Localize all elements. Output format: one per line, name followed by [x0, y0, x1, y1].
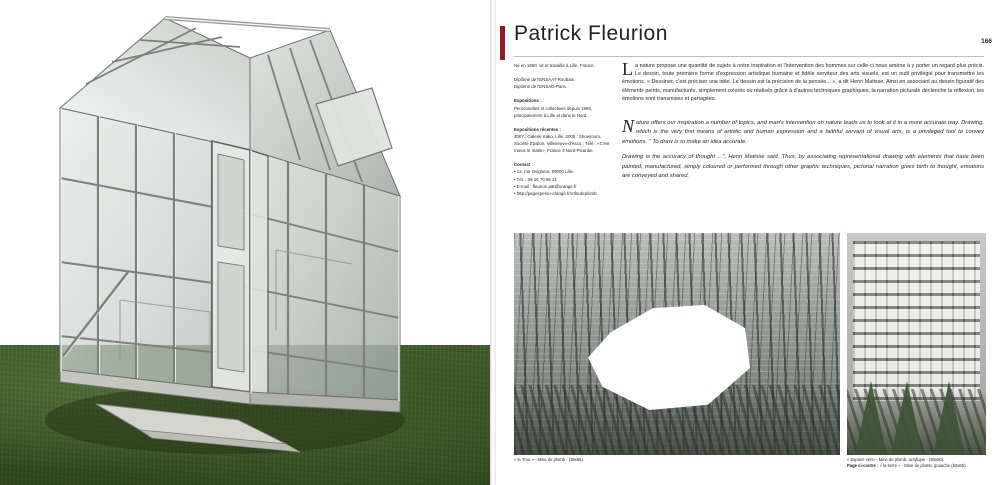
- page-number: 166: [981, 38, 992, 45]
- caption-left: « le Trou » - Mine de plomb - (38x55).: [514, 457, 585, 462]
- artist-info-column: [514, 62, 610, 204]
- statement-french-text: a nature propose une quantité de sujets à notre inspiration et l'intervention des hommes sur celle-ci nous amène à y porter un regard plus précis. Le dessin, toute première forme d'expression artistique humaine et fidèle serviteur des arts visuels, est un outil privilégié pour transmettre les émotions. « Dessiner, c'est préciser une idée. Le dessin est la précision de la pensée... », a dit Henri Matisse. Ainsi en associant au dessin figuratif des éléments peints, manufacturés, simplement colorés ou réalisés grâce à d'autres techniques graphiques, la narration picturale déclenche la réflexion, les émotions sont transmises et partagées.: [622, 63, 984, 102]
- left-page: [0, 0, 490, 485]
- caption-right-line1: « Espace vert» - Mine de plomb, acrylique - (50x50).: [847, 457, 945, 462]
- contact-email[interactable]: • E-mail : fleurion.pat@orange.fr: [514, 183, 577, 189]
- artwork-forest-image: [514, 233, 840, 455]
- statement-french: [622, 59, 984, 103]
- artist-education-2: Diplômé de l'ENSAD-Paris.: [514, 84, 568, 90]
- title-accent-bar: [500, 26, 505, 60]
- contact-address: • 12, rue Ovigneur, 59000 Lille.: [514, 169, 575, 175]
- page-title: Patrick Fleurion: [514, 22, 668, 45]
- recent-exhibitions-text: 2007 : Galerie Kako, Lille. 2008 : Showroom, Société Epsilon, Villeneuve-d'Ascq ; Télé : «C'est mieux le matin», France 3 Nord-Picardie.: [514, 133, 610, 154]
- tree-silhouette: [933, 381, 965, 455]
- dropcap-english: N: [622, 116, 635, 137]
- artist-education-1: Diplômé de l'ENSAAT-Roubaix.: [514, 77, 576, 83]
- contact-heading: Contact :: [514, 162, 534, 168]
- tree-silhouette: [891, 381, 923, 455]
- right-page: [496, 0, 1000, 485]
- tree-silhouette: [855, 381, 887, 455]
- dropcap-french: L: [622, 59, 633, 79]
- caption-right: [847, 457, 987, 468]
- caption-right-line2: « la serre » - Mine de plomb, gouache (50x65).: [878, 462, 967, 468]
- caption-right-bold: Page ci-contre :: [847, 462, 879, 468]
- exhibitions-text: Personnelles et collectives depuis 1980, principalement à Lille et dans le Nord.: [514, 105, 593, 118]
- main-text-column: [622, 59, 984, 181]
- header-divider: [514, 56, 984, 57]
- artwork-building-image: [847, 233, 986, 455]
- artist-bio: Né en 1950, vit et travaille à Lille, France.: [514, 63, 595, 68]
- recent-exhibitions-heading: Expositions récentes :: [514, 126, 561, 132]
- exhibitions-heading: Expositions :: [514, 98, 542, 104]
- contact-phone: • Tél. : 06 16 70 66 21: [514, 176, 557, 182]
- greenhouse-illustration: [0, 0, 490, 485]
- artwork-gallery: [514, 233, 986, 455]
- contact-website[interactable]: • http://pagesperso-orange.fr/mfredeplomb: [514, 190, 597, 196]
- statement-english: [622, 116, 984, 147]
- statement-english-text: ature offers our inspiration a number of topics, and man's intervention on nature leads us to look at it in a more accurate way. Drawing, which is the very first means of artistic and human expression and a faithful servant of visual arts, is a privileged tool to convey emotions. " To draw is to make an idea accurate.: [622, 120, 984, 145]
- text-spacer: [622, 103, 984, 119]
- statement-english-2: Drawing is the accuracy of thought ...", Henri Matisse said. Thus, by associating representational drawing with elements that have been painted, manufactured, simply coloured or performed through other graphic techniques, pictorial narration gives birth to thought, emotions are conveyed and shared.: [622, 154, 984, 179]
